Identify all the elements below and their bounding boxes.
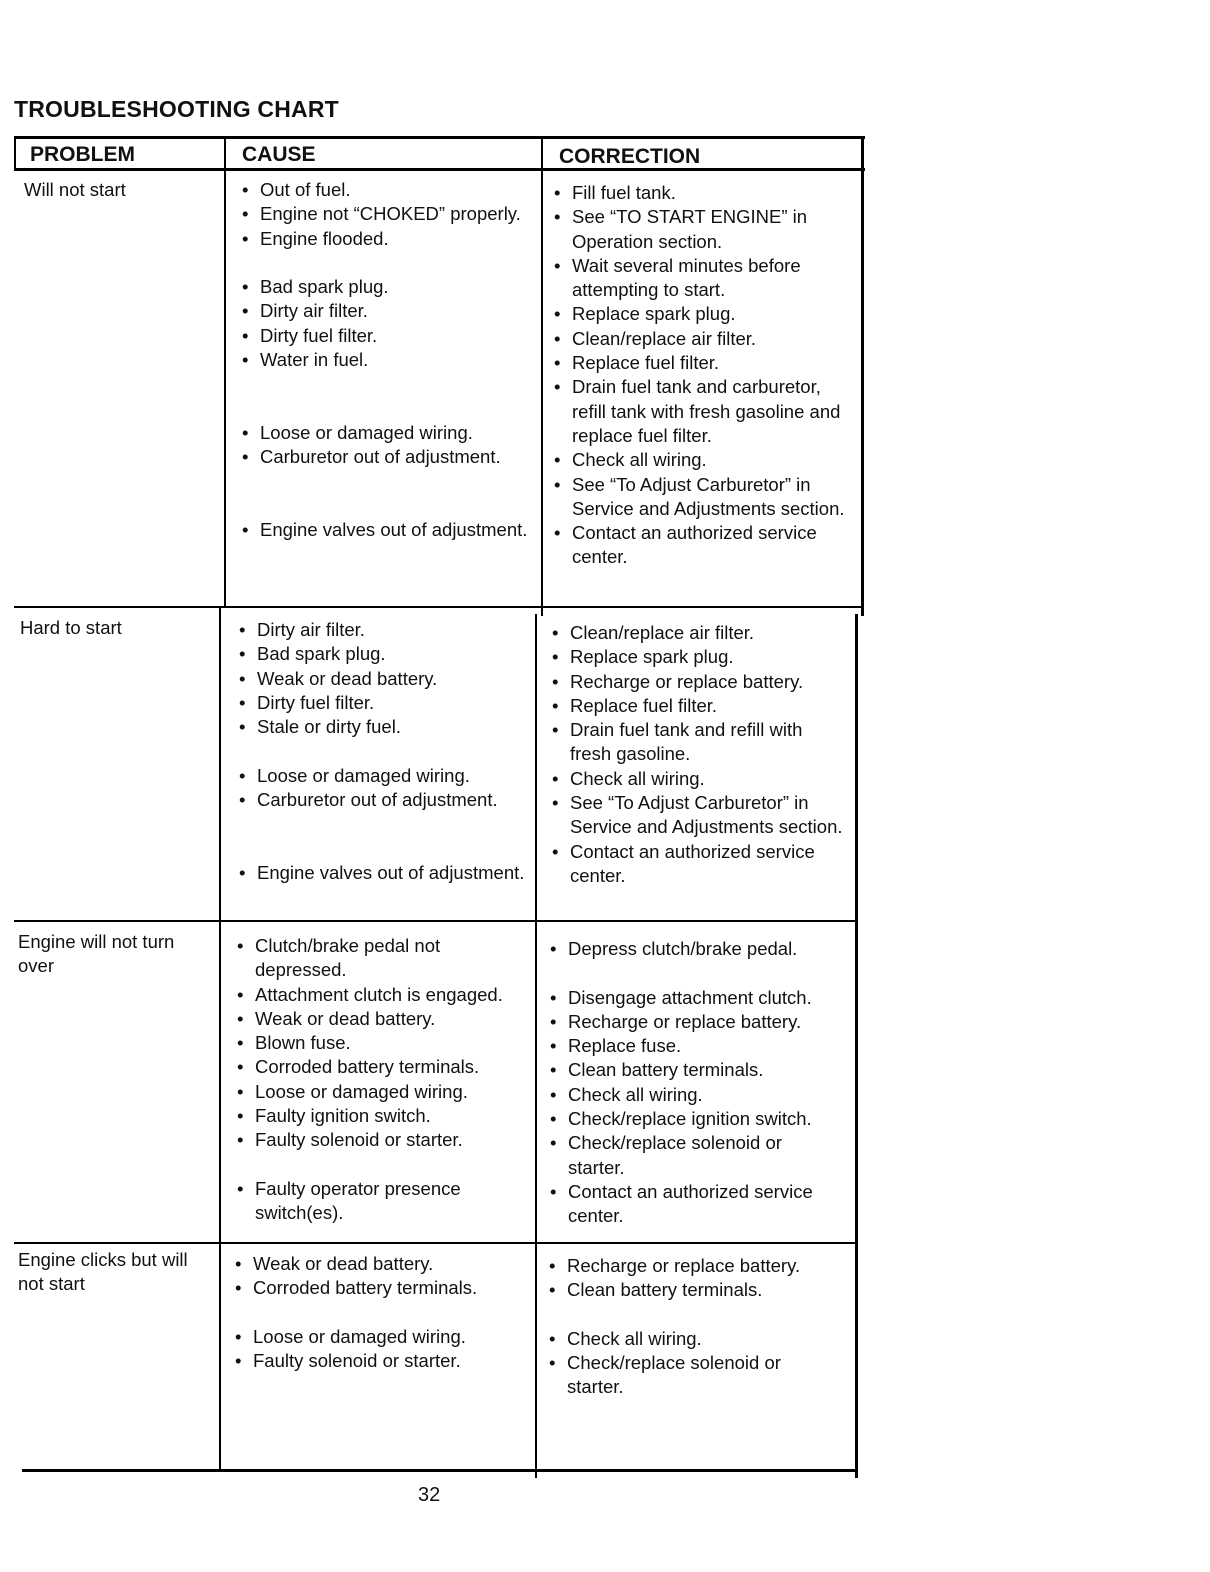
list-item: • Check all wiring. xyxy=(548,1083,843,1107)
list-item: • Contact an authorized service center. xyxy=(552,521,847,570)
row-divider-3 xyxy=(14,1242,858,1244)
spacer xyxy=(237,739,527,763)
list-item: • Corroded battery terminals. xyxy=(235,1055,525,1079)
list-item: • Contact an authorized service center. xyxy=(548,1180,843,1229)
spacer xyxy=(237,812,527,861)
list-item: • Check/replace solenoid or starter. xyxy=(548,1131,843,1180)
list-item: • Loose or damaged wiring. xyxy=(240,421,530,445)
list-item: • Dirty fuel filter. xyxy=(237,691,527,715)
list-item: • Clean battery terminals. xyxy=(547,1278,842,1302)
column-divider-1 xyxy=(224,136,226,608)
cause-cell xyxy=(240,178,530,542)
list-item: • Check/replace ignition switch. xyxy=(548,1107,843,1131)
column-divider-2 xyxy=(541,136,543,616)
problem-cell: Engine will not turn over xyxy=(18,931,175,977)
list-item: • Check all wiring. xyxy=(550,767,845,791)
page-number: 32 xyxy=(418,1484,441,1506)
list-item: • Stale or dirty fuel. xyxy=(237,715,527,739)
list-item: • See “To Adjust Carburetor” in Service and Adjustments section. xyxy=(552,473,847,522)
spacer xyxy=(547,1303,842,1327)
correction-cell xyxy=(547,1254,842,1400)
problem-cell: Hard to start xyxy=(20,617,122,638)
list-item: • Loose or damaged wiring. xyxy=(233,1325,523,1349)
row-divider-1 xyxy=(14,606,864,608)
list-item: • Carburetor out of adjustment. xyxy=(240,445,530,469)
list-item: • Faulty operator presence switch(es). xyxy=(235,1177,525,1226)
table-top-border xyxy=(14,136,865,139)
list-item: • Weak or dead battery. xyxy=(237,667,527,691)
list-item: • Weak or dead battery. xyxy=(235,1007,525,1031)
list-item: • Attachment clutch is engaged. xyxy=(235,983,525,1007)
list-item: • Bad spark plug. xyxy=(240,275,530,299)
list-item: • Fill fuel tank. xyxy=(552,181,847,205)
table-left-border xyxy=(14,136,16,171)
list-item: • Loose or damaged wiring. xyxy=(235,1080,525,1104)
header-bottom-border xyxy=(14,168,865,171)
list-item: • Clean/replace air filter. xyxy=(550,621,845,645)
cause-cell xyxy=(235,934,525,1226)
spacer xyxy=(240,251,530,275)
list-item: • Depress clutch/brake pedal. xyxy=(548,937,843,961)
list-item: • Check all wiring. xyxy=(547,1327,842,1351)
list-item: • Disengage attachment clutch. xyxy=(548,986,843,1010)
cause-cell xyxy=(233,1252,523,1373)
list-item: • Clean battery terminals. xyxy=(548,1058,843,1082)
list-item: • Faulty solenoid or starter. xyxy=(233,1349,523,1373)
list-item: • Replace fuel filter. xyxy=(552,351,847,375)
list-item: • Contact an authorized service center. xyxy=(550,840,845,889)
list-item: • Engine not “CHOKED” properly. xyxy=(240,202,530,226)
header-cause: CAUSE xyxy=(242,143,316,166)
list-item: • Drain fuel tank and refill with fresh gasoline. xyxy=(550,718,845,767)
list-item: • Engine flooded. xyxy=(240,227,530,251)
correction-cell xyxy=(552,181,847,570)
list-item: • Replace spark plug. xyxy=(550,645,845,669)
list-item: • Drain fuel tank and carburetor, refill tank with fresh gasoline and replace fuel filter. xyxy=(552,375,847,448)
list-item: • See “TO START ENGINE” in Operation section. xyxy=(552,205,847,254)
list-item: • See “To Adjust Carburetor” in Service and Adjustments section. xyxy=(550,791,845,840)
row-divider-2 xyxy=(14,920,858,922)
cause-cell xyxy=(237,618,527,885)
correction-cell xyxy=(548,937,843,1229)
spacer xyxy=(240,372,530,421)
column-divider-2-lower xyxy=(535,614,537,1478)
list-item: • Weak or dead battery. xyxy=(233,1252,523,1276)
list-item: • Carburetor out of adjustment. xyxy=(237,788,527,812)
list-item: • Replace spark plug. xyxy=(552,302,847,326)
list-item: • Replace fuel filter. xyxy=(550,694,845,718)
spacer xyxy=(548,961,843,985)
list-item: • Faulty ignition switch. xyxy=(235,1104,525,1128)
list-item: • Clutch/brake pedal not depressed. xyxy=(235,934,525,983)
spacer xyxy=(240,470,530,519)
list-item: • Dirty air filter. xyxy=(237,618,527,642)
list-item: • Wait several minutes before attempting to start. xyxy=(552,254,847,303)
list-item: • Dirty air filter. xyxy=(240,299,530,323)
table-right-border xyxy=(861,136,864,616)
column-divider-1-lower xyxy=(219,606,221,1471)
list-item: • Engine valves out of adjustment. xyxy=(237,861,527,885)
list-item: • Clean/replace air filter. xyxy=(552,327,847,351)
spacer xyxy=(235,1153,525,1177)
list-item: • Corroded battery terminals. xyxy=(233,1276,523,1300)
list-item: • Replace fuse. xyxy=(548,1034,843,1058)
list-item: • Engine valves out of adjustment. xyxy=(240,518,530,542)
list-item: • Check/replace solenoid or starter. xyxy=(547,1351,842,1400)
list-item: • Loose or damaged wiring. xyxy=(237,764,527,788)
problem-cell: Engine clicks but will not start xyxy=(18,1249,188,1295)
table-bottom-border xyxy=(22,1469,858,1472)
spacer xyxy=(233,1301,523,1325)
list-item: • Bad spark plug. xyxy=(237,642,527,666)
list-item: • Dirty fuel filter. xyxy=(240,324,530,348)
list-item: • Out of fuel. xyxy=(240,178,530,202)
list-item: • Recharge or replace battery. xyxy=(550,670,845,694)
list-item: • Recharge or replace battery. xyxy=(547,1254,842,1278)
header-correction: CORRECTION xyxy=(559,145,701,168)
list-item: • Water in fuel. xyxy=(240,348,530,372)
page-title: TROUBLESHOOTING CHART xyxy=(14,96,339,122)
list-item: • Faulty solenoid or starter. xyxy=(235,1128,525,1152)
correction-cell xyxy=(550,621,845,888)
list-item: • Blown fuse. xyxy=(235,1031,525,1055)
problem-cell: Will not start xyxy=(24,179,126,200)
table-right-border-lower xyxy=(855,614,858,1478)
header-problem: PROBLEM xyxy=(30,143,135,166)
list-item: • Check all wiring. xyxy=(552,448,847,472)
list-item: • Recharge or replace battery. xyxy=(548,1010,843,1034)
